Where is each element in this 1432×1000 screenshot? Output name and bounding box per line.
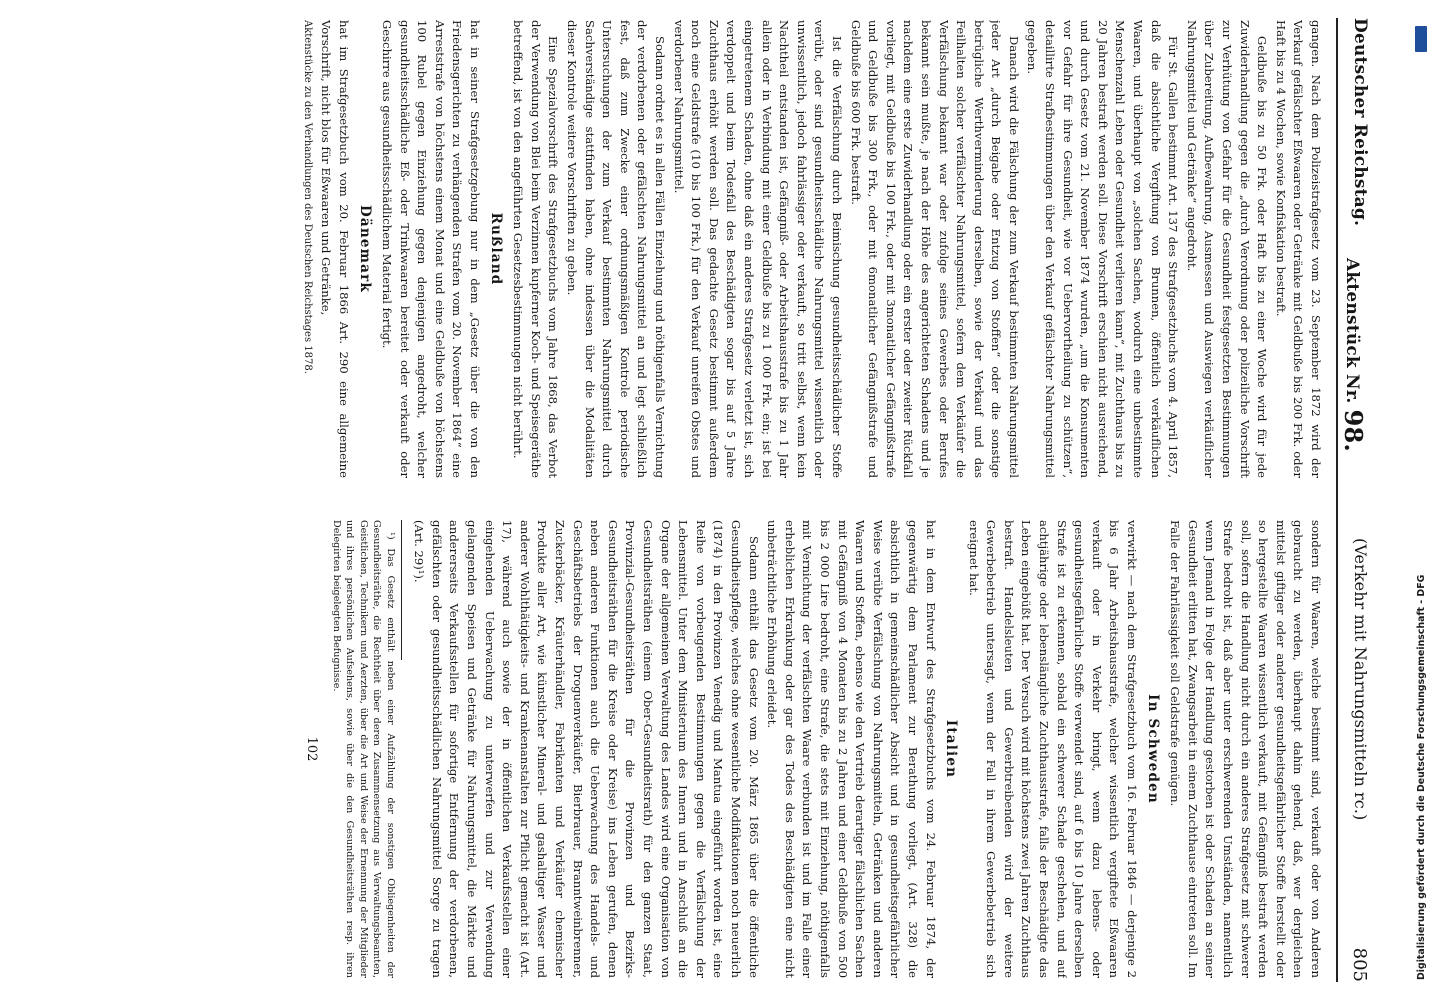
dfg-logo-icon [1415, 26, 1427, 52]
left-column [54, 20, 1324, 478]
paragraph: sondern für Waaren, welche bestimmt sind, verkauft oder von Anderen gebraucht zu werden, überhaupt dahin gehend, daß, wer dergleichen mittelst giftiger oder anderer gesundheitsgefährlicher Stoffe herstellt oder so hergestellte Waaren wissentlich verkauft, mit Gefängniß bestraft werden soll, sofern die Handlung nicht durch ein anderes Strafgesetz mit schwerer Strafe bedroht ist, daß aber unter erschwerenden Umständen, namentlich wenn Jemand in Folge der Handlung gestorben ist oder Schaden an seiner Gesundheit erlitten hat, Zwangsarbeit in einem Zuchthause eintreten soll. Im Falle der Fahrlässigkeit soll Geldstrafe genügen. [1168, 520, 1323, 978]
right-column [54, 520, 1324, 978]
section-heading-italien: Italien [943, 719, 960, 779]
header-subject: (Verkehr mit Nahrungsmitteln rc.) [1351, 538, 1370, 821]
header-rule [1336, 18, 1338, 982]
page-number: 805 [1349, 947, 1370, 982]
paragraph: Geldbuße bis zu 50 Frk. oder Haft bis zu einer Woche wird für jede Zuwiderhandlung gegen die „durch Verordnung oder polizeiliche Vorschrift zur Verhütung von Gefahr für die Gesundheit festgesetzten Bestimmungen über Zubereitung, Aufbewahrung, Ausmessen und Auswiegen verkäuflicher Nahrungsmittel und Getränke“ angedroht. [1184, 20, 1270, 478]
header-document-number [1341, 258, 1370, 452]
paragraph: Sodann enthält das Gesetz vom 20. März 1865 über die öffentliche Gesundheitspflege, welches ohne wesentliche Modifikationen noch neuerlich (1874) in den Provinzen Venedig und Mantua eingeführt worden ist, eine Reihe von vorbeugenden Bestimmungen gegen die Verfälschung der Lebensmittel. Unter dem Ministerium des Innern und in Anschluß an die Organe der allgemeinen Verwaltung des Landes wird eine Organisation von Gesundheitsräthen (einem Ober-Gesundheitsrath) für den ganzen Staat, Provinzial-Gesundheitsräthen für die Provinzen und Bezirks-Gesundheitsräthen für die Kreise oder Kreise) ins Leben gerufen, denen neben anderen Funktionen auch die Ueberwachung des Handels- und Geschäftsbetriebs der Droguenverkäufer, Bierbrauer, Branntweinbrenner, Zuckerbäcker, Kräuterhändler, Fabrikanten und Verkäufer chemischer Produkte aller Art, wie künstlicher Mineral- und gashaltiger Wasser und anderer Wohlthätigkeits- und Krankenanstalten zur Pflicht gemacht ist (Art. 17), während auch sowie der in öffentlichen Verkaufsstellen einer eingehenden Ueberwachung zu unterwerfen und zur Verwendung gelangenden Speisen und Getränke für Nahrungsmittel, die Märkte und andererseits Verkaufsstellen für sofortige Entfernung der verdorbenen, gefälschten oder gesundheitsschädlichen Nahrungsmittel Sorge zu tragen (Art. 29)¹). [412, 520, 761, 978]
paragraph: hat im Strafgesetzbuch vom 20. Februar 1866 Art. 290 eine allgemeine Vorschrift, nicht blos für Eßwaaren und Getränke, [319, 20, 351, 478]
signature-line: Aktenstücke zu den Verhandlungen des Deutschen Reichstages 1878. [301, 20, 313, 374]
paragraph: verwirkt — nach dem Strafgesetzbuch vom 16. Februar 1846 — derjenige 2 bis 6 Jahr Arbeitshausstrafe, welcher wissentlich vergiftete Eßwaaren verkauft oder in Verkehr bringt, wenn dazu lebens- oder gesundheitsgefährliche Stoffe verwendet sind, auf 6 bis 10 Jahre derselben Strafe ist zu erkennen, sobald ein schwerer Schade geschehen, und auf achtjährige oder lebenslängliche Zuchthausstrafe, falls der Beschädigte das Leben eingebüßt hat. Der Versuch wird mit höchstens zwei Jahren Zuchthaus bestraft. Handelsleuten und Gewerbtreibenden wird der weitere Gewerbebetrieb untersagt, wenn der Fall in ihrem Gewerbebetrieb sich ereignet hat. [966, 520, 1140, 978]
footnote: ¹) Das Gesetz enthält neben einer Aufzählung der sonstigen Obliegenheiten der Gesundheitsräthe, die Rechtheit über deren Zusammensetzung aus Verwaltungsbeamten, Geistlichen, Technikern und Aerzten, über die Art und Weise der Ernennung der Mitglieder und ihres persönlichen Aufsehens, sowie über die den Gesundheitsräthen resp. ihren Delegirten beigelegten Befugnisse. [331, 520, 396, 978]
section-heading-russland: Rußland [487, 212, 504, 286]
digitization-note [1404, 20, 1428, 980]
header-title: Deutscher Reichstag. [1350, 18, 1370, 227]
paragraph: Ist die Verfälschung durch Beimischung gesundheitsschädlicher Stoffe verübt, oder sind gesundheitsschädliche Nahrungsmittel wissentlich oder unwissentlich, jedoch fahrlässiger oder verkauft, so tritt selbst, wenn kein Nachtheil entstanden ist, Gefängniß- oder Arbeitshausstrafe bis zu 1 Jahr allein oder in Verbindung mit einer Geldbuße bis zu 1 000 Frk. ein; ist bei eingetretenem Schaden, ohne daß ein anderes Strafgesetz verletzt ist, sich verdoppelt und beim Todesfall des Beschädigten sogar bis auf 5 Jahre Zuchthaus erhöht werden soll. Das gedachte Gesetz bestimmt außerdem noch eine Geldstrafe (10 bis 100 Frk.) für den Verkauf unreifen Obstes und verdorbener Nahrungsmittel. [671, 20, 844, 478]
paragraph: Sodann ordnet es in allen Fällen Einziehung und nöthigenfalls Vernichtung der verdorbenen oder gefälschten Nahrungsmittel an und legt schließlich fest, daß zum Zwecke einer ordnungsmäßigen Kontrole periodische Untersuchungen der zum Verkauf bestimmten Nahrungsmittel durch Sachverständige stattfinden haben, ohne indessen über die Modalitäten dieser Kontrole weitere Vorschriften zu geben. [565, 20, 668, 478]
digitization-note-text: Digitalisierung gefördert durch die Deutsche Forschungsgemeinschaft - DFG [1416, 574, 1427, 980]
section-heading-schweden: In Schweden [1144, 694, 1161, 804]
sheet-signature: 102 [303, 736, 319, 762]
paragraph: gangen. Nach dem Polizeistrafgesetz vom 23. September 1872 wird der Verkauf gefälschter Eßwaaren oder Getränke mit Geldbuße bis 200 Frk. oder Haft bis zu 4 Wochen, sowie Konfiskation bestraft. [1273, 20, 1323, 478]
section-heading-daenemark: Dänemark [356, 205, 373, 293]
header-doc-number: 98. [1339, 409, 1368, 452]
running-header [1338, 18, 1374, 982]
paragraph: hat in seiner Strafgesetzgebung nur in dem „Gesetz über die von den Friedensgerichten zu verhängenden Strafen vom 20. November 1864“ eine Arreststrafe von höchstens einem Monat und eine Geldbuße von höchstens 100 Rubel gegen Einziehung gegen denjenigen angedroht, welcher gesundheitsschädliche Eß- oder Trinkwaaren bereitet oder verkauft oder Geschirre aus gesundheitsschädlichem Material fertigt. [380, 20, 483, 478]
paragraph: Für St. Gallen bestimmt Art. 137 des Strafgesetzbuchs vom 4. April 1857, daß die absichtliche Vergiftung von Brunnen, öffentlich verkäuflichen Waaren, und überhaupt von „solchen Sachen, wodurch eine unbestimmte Menschenzahl Leben oder Gesundheit verlieren kann“, mit Zuchthaus bis zu 20 Jahren bestraft werden soll. Diese Vorschrift erschien nicht ausreichend, und durch Gesetz vom 21. November 1874 wurden, „um die Konsumenten vor Gefahr für ihre Gesundheit, wie vor Uebervortheilung zu schützen“, detaillirte Strafbestimmungen über den Verkauf gefälschter Nahrungsmittel gegeben. [1025, 20, 1181, 478]
footnote-separator [401, 520, 402, 660]
header-doc-prefix: Aktenstück Nr. [1342, 258, 1362, 404]
paragraph: Eine Spezialvorschrift des Strafgesetzbuchs vom Jahre 1868, das Verbot der Verwendung von Blei beim Verzinnen kupferner Koch- und Speisegeräthe betreffend, ist von den angeführten Gesetzesbestimmungen nicht berührt. [511, 20, 561, 478]
paragraph: hat in dem Entwurf des Strafgesetzbuchs vom 24. Februar 1874, der gegenwärtig dem Parlament zur Berathung vorliegt, (Art. 328) die absichtlich in gemeinschädlicher Absicht und in gesundheitsgefährlicher Weise verübte Verfälschung von Nahrungsmitteln, Getränken und anderen Waaren und Stoffen, ebenso wie den Vertrieb derartiger fälschlichen Sachen mit Gefängniß von 4 Monaten bis zu 2 Jahren und einer Geldbuße von 500 bis 2 000 Lire bedroht, eine Strafe, die stets mit Einziehung, nöthigenfalls mit Vernichtung der verfälschten Waare verbunden ist und im Falle einer erheblichen Erkrankung oder gar des Todes des Beschädigten eine nicht unbeträchtliche Erhöhung erleidet. [765, 520, 938, 978]
paragraph: Danach wird die Fälschung der zum Verkauf bestimmten Nahrungsmittel jeder Art „durch Beigabe oder Entzug von Stoffen“ oder die sonstige betrügliche Werthverminderung derselben, sowie der Verkauf und das Feilhalten solcher verfälschter Nahrungsmittel, sofern dem Verkäufer die Verfälschung bekannt war oder zufolge seines Gewerbes oder Berufes bekannt sein mußte, je nach der Höhe des angerichteten Schadens und je nachdem eine erste Zuwiderhandlung oder ein erster oder zweiter Rückfall vorliegt, mit Geldbuße bis 100 Frk., oder mit 3monatlicher Gefängnißstrafe und Geldbuße bis 300 Frk., oder mit 6monatlicher Gefängnißstrafe und Geldbuße bis 600 Frk. bestraft. [848, 20, 1021, 478]
